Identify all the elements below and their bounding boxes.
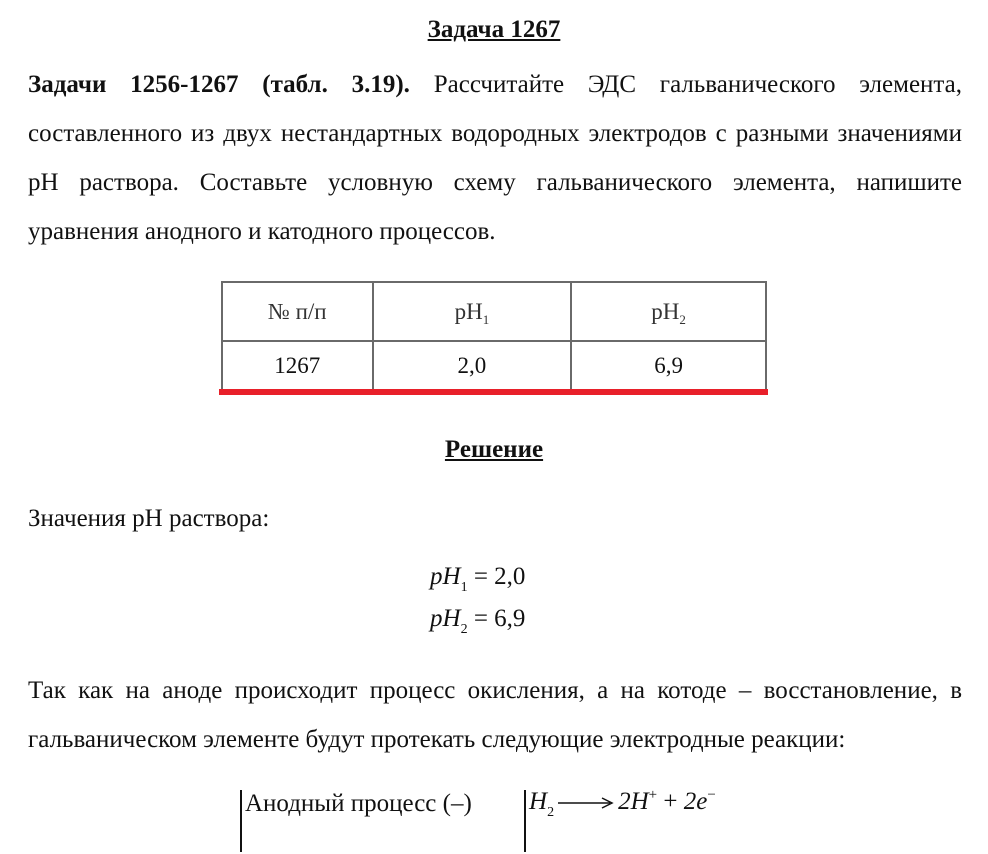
header-ph2: $pH_2$ [571,282,766,341]
reaction-arrow-icon [556,796,616,810]
red-underline [219,389,768,395]
formula-ph2: $pH_2 = 6,9$ [430,605,526,637]
solution-heading: Решение [444,436,544,463]
explanation-text: Так как на аноде происходит процесс окисления, а на котоде – восстановление, в гальваническом элементе будут протекать следующие электродные реакции: [28,677,962,753]
problem-reference: Задачи 1256-1267 (табл. 3.19). [28,71,410,98]
problem-text: Рассчитайте ЭДС гальванического элемента, составленного из двух нестандартных водородных электродов с разными значениями pH раствора. Составьте условную схему гальванического элемента, напишите уравнения анодного и катодного процессов. [28,71,962,245]
anode-reaction-equation: $H_2$ 2H+ + 2e− [529,787,716,820]
table-row [222,341,766,390]
problem-statement [28,60,962,256]
cell-number: 1267 [222,341,373,390]
table-header-row [222,282,766,341]
anode-process-label: Анодный процесс (–) [245,790,472,817]
header-number: № п/п [222,282,373,341]
scheme-left-bar [240,790,242,852]
cell-ph2: 6,9 [571,341,766,390]
scheme-middle-bar [524,790,526,852]
data-table [221,281,767,391]
cell-ph1: 2,0 [373,341,572,390]
problem-title: Задача 1267 [427,16,561,43]
ph-intro-text: Значения pH раствора: [28,505,270,532]
header-ph1: $pH_1$ [373,282,572,341]
formula-ph1: $pH_1 = 2,0$ [430,563,526,595]
